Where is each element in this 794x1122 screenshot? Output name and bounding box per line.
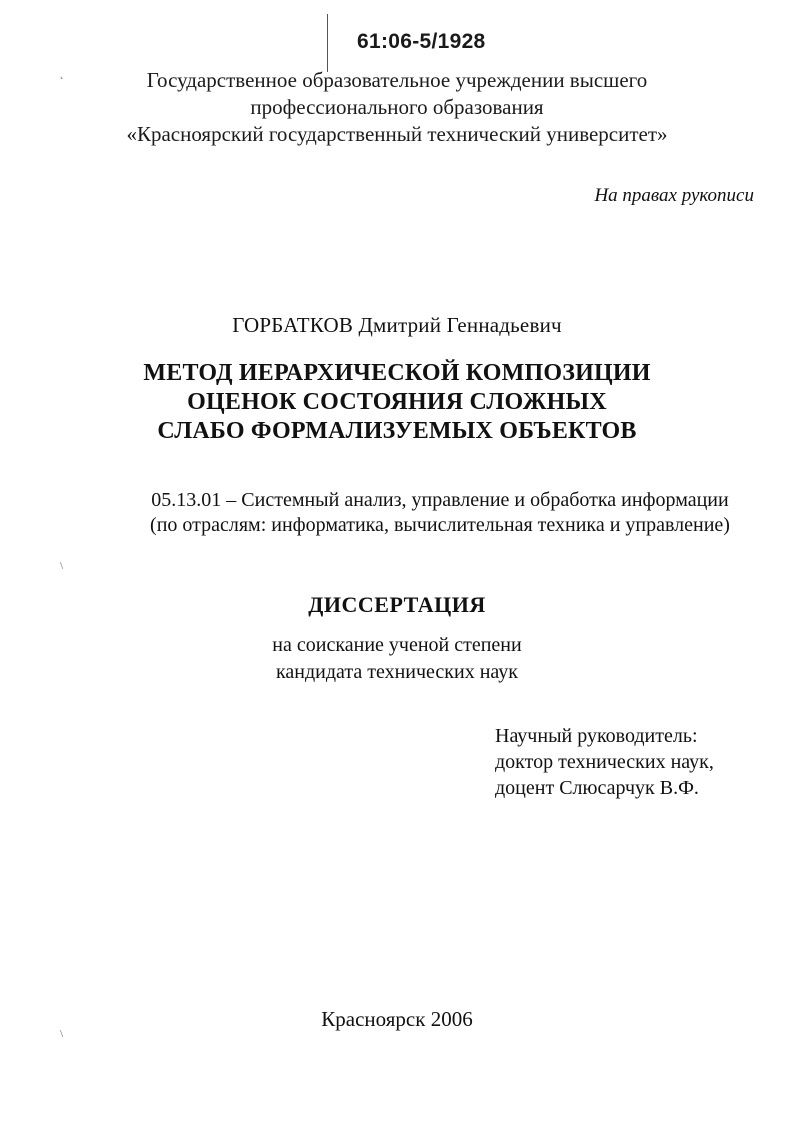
institution-block bbox=[0, 67, 794, 148]
author-name: ГОРБАТКОВ Дмитрий Геннадьевич bbox=[232, 313, 562, 337]
specialty-block bbox=[110, 488, 770, 538]
city-year: Красноярск 2006 bbox=[321, 1007, 473, 1031]
institution-line: «Красноярский государственный технический университет» bbox=[126, 122, 668, 146]
advisor-label: Научный руководитель: bbox=[495, 725, 698, 747]
degree-line: на соискание ученой степени bbox=[272, 634, 522, 656]
institution-line: профессионального образования bbox=[250, 95, 544, 119]
title-line: ОЦЕНОК СОСТОЯНИЯ СЛОЖНЫХ bbox=[187, 389, 607, 415]
specialty-branch-line: (по отраслям: информатика, вычислительная техника и управление) bbox=[150, 514, 730, 536]
stamp-divider bbox=[327, 14, 328, 72]
title-line: МЕТОД ИЕРАРХИЧЕСКОЙ КОМПОЗИЦИИ bbox=[143, 360, 651, 386]
scan-speck: \ bbox=[60, 560, 64, 572]
degree-line: кандидата технических наук bbox=[275, 661, 519, 683]
scientific-advisor-block bbox=[495, 723, 714, 801]
specialty-code-line: 05.13.01 – Системный анализ, управление и обработка информации bbox=[151, 489, 729, 511]
advisor-name: доцент Слюсарчук В.Ф. bbox=[495, 777, 699, 799]
scan-speck: ˛ bbox=[60, 68, 64, 80]
archive-stamp-code: 61:06-5/1928 bbox=[357, 30, 486, 53]
degree-block bbox=[0, 632, 794, 686]
title-line: СЛАБО ФОРМАЛИЗУЕМЫХ ОБЪЕКТОВ bbox=[157, 418, 637, 444]
advisor-degree: доктор технических наук, bbox=[495, 751, 714, 773]
dissertation-title bbox=[0, 359, 794, 446]
scan-speck: \ bbox=[60, 1028, 64, 1040]
institution-line: Государственное образовательное учреждении высшего bbox=[146, 68, 648, 92]
manuscript-rights-note: На правах рукописи bbox=[594, 185, 754, 206]
document-type: ДИССЕРТАЦИЯ bbox=[308, 592, 486, 617]
